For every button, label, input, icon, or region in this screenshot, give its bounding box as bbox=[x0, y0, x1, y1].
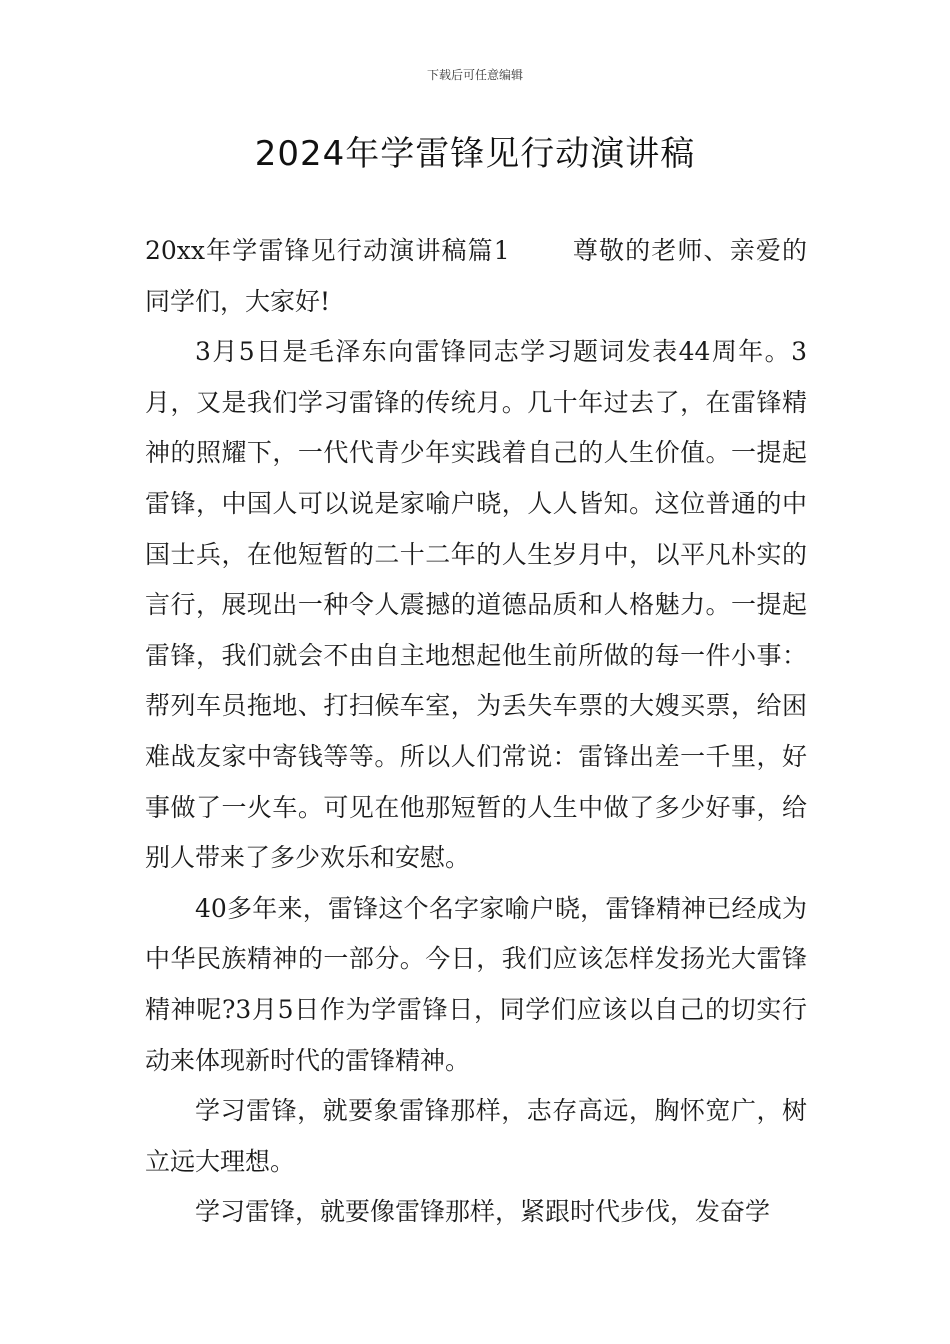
intro-greeting: 尊敬的老师、亲爱的同学们，大家好! bbox=[145, 236, 807, 316]
paragraph-4: 学习雷锋，就要像雷锋那样，紧跟时代步伐，发奋学 bbox=[195, 1197, 771, 1227]
paragraph-1: 3月5日是毛泽东向雷锋同志学习题词发表44周年。3月，又是我们学习雷锋的传统月。几十年过去了，在雷锋精神的照耀下，一代代青少年实践着自己的人生价值。一提起雷锋，中国人可以说是家喻户晓，人人皆知。这位普通的中国士兵，在他短暂的二十二年的人生岁月中，以平凡朴实的言行，展现出一种令人震撼的道德品质和人格魅力。一提起雷锋，我们就会不由自主地想起他生前所做的每一件小事：帮列车员拖地、打扫候车室，为丢失车票的大嫂买票，给困难战友家中寄钱等等。所以人们常说：雷锋出差一千里，好事做了一火车。可见在他那短暂的人生中做了多少好事，给别人带来了多少欢乐和安慰。 bbox=[145, 337, 807, 873]
document-body bbox=[145, 226, 807, 1238]
intro-paragraph bbox=[145, 226, 807, 327]
document-title: 2024年学雷锋见行动演讲稿 bbox=[254, 134, 696, 174]
intro-heading: 20xx年学雷锋见行动演讲稿篇1 bbox=[145, 236, 510, 265]
paragraph-2: 40多年来，雷锋这个名字家喻户晓，雷锋精神已经成为中华民族精神的一部分。今日，我们应该怎样发扬光大雷锋精神呢?3月5日作为学雷锋日，同学们应该以自己的切实行动来体现新时代的雷锋精神。 bbox=[145, 893, 807, 1075]
header-note: 下载后可任意编辑 bbox=[426, 68, 523, 82]
paragraph-3: 学习雷锋，就要象雷锋那样，志存高远，胸怀宽广，树立远大理想。 bbox=[145, 1096, 807, 1176]
